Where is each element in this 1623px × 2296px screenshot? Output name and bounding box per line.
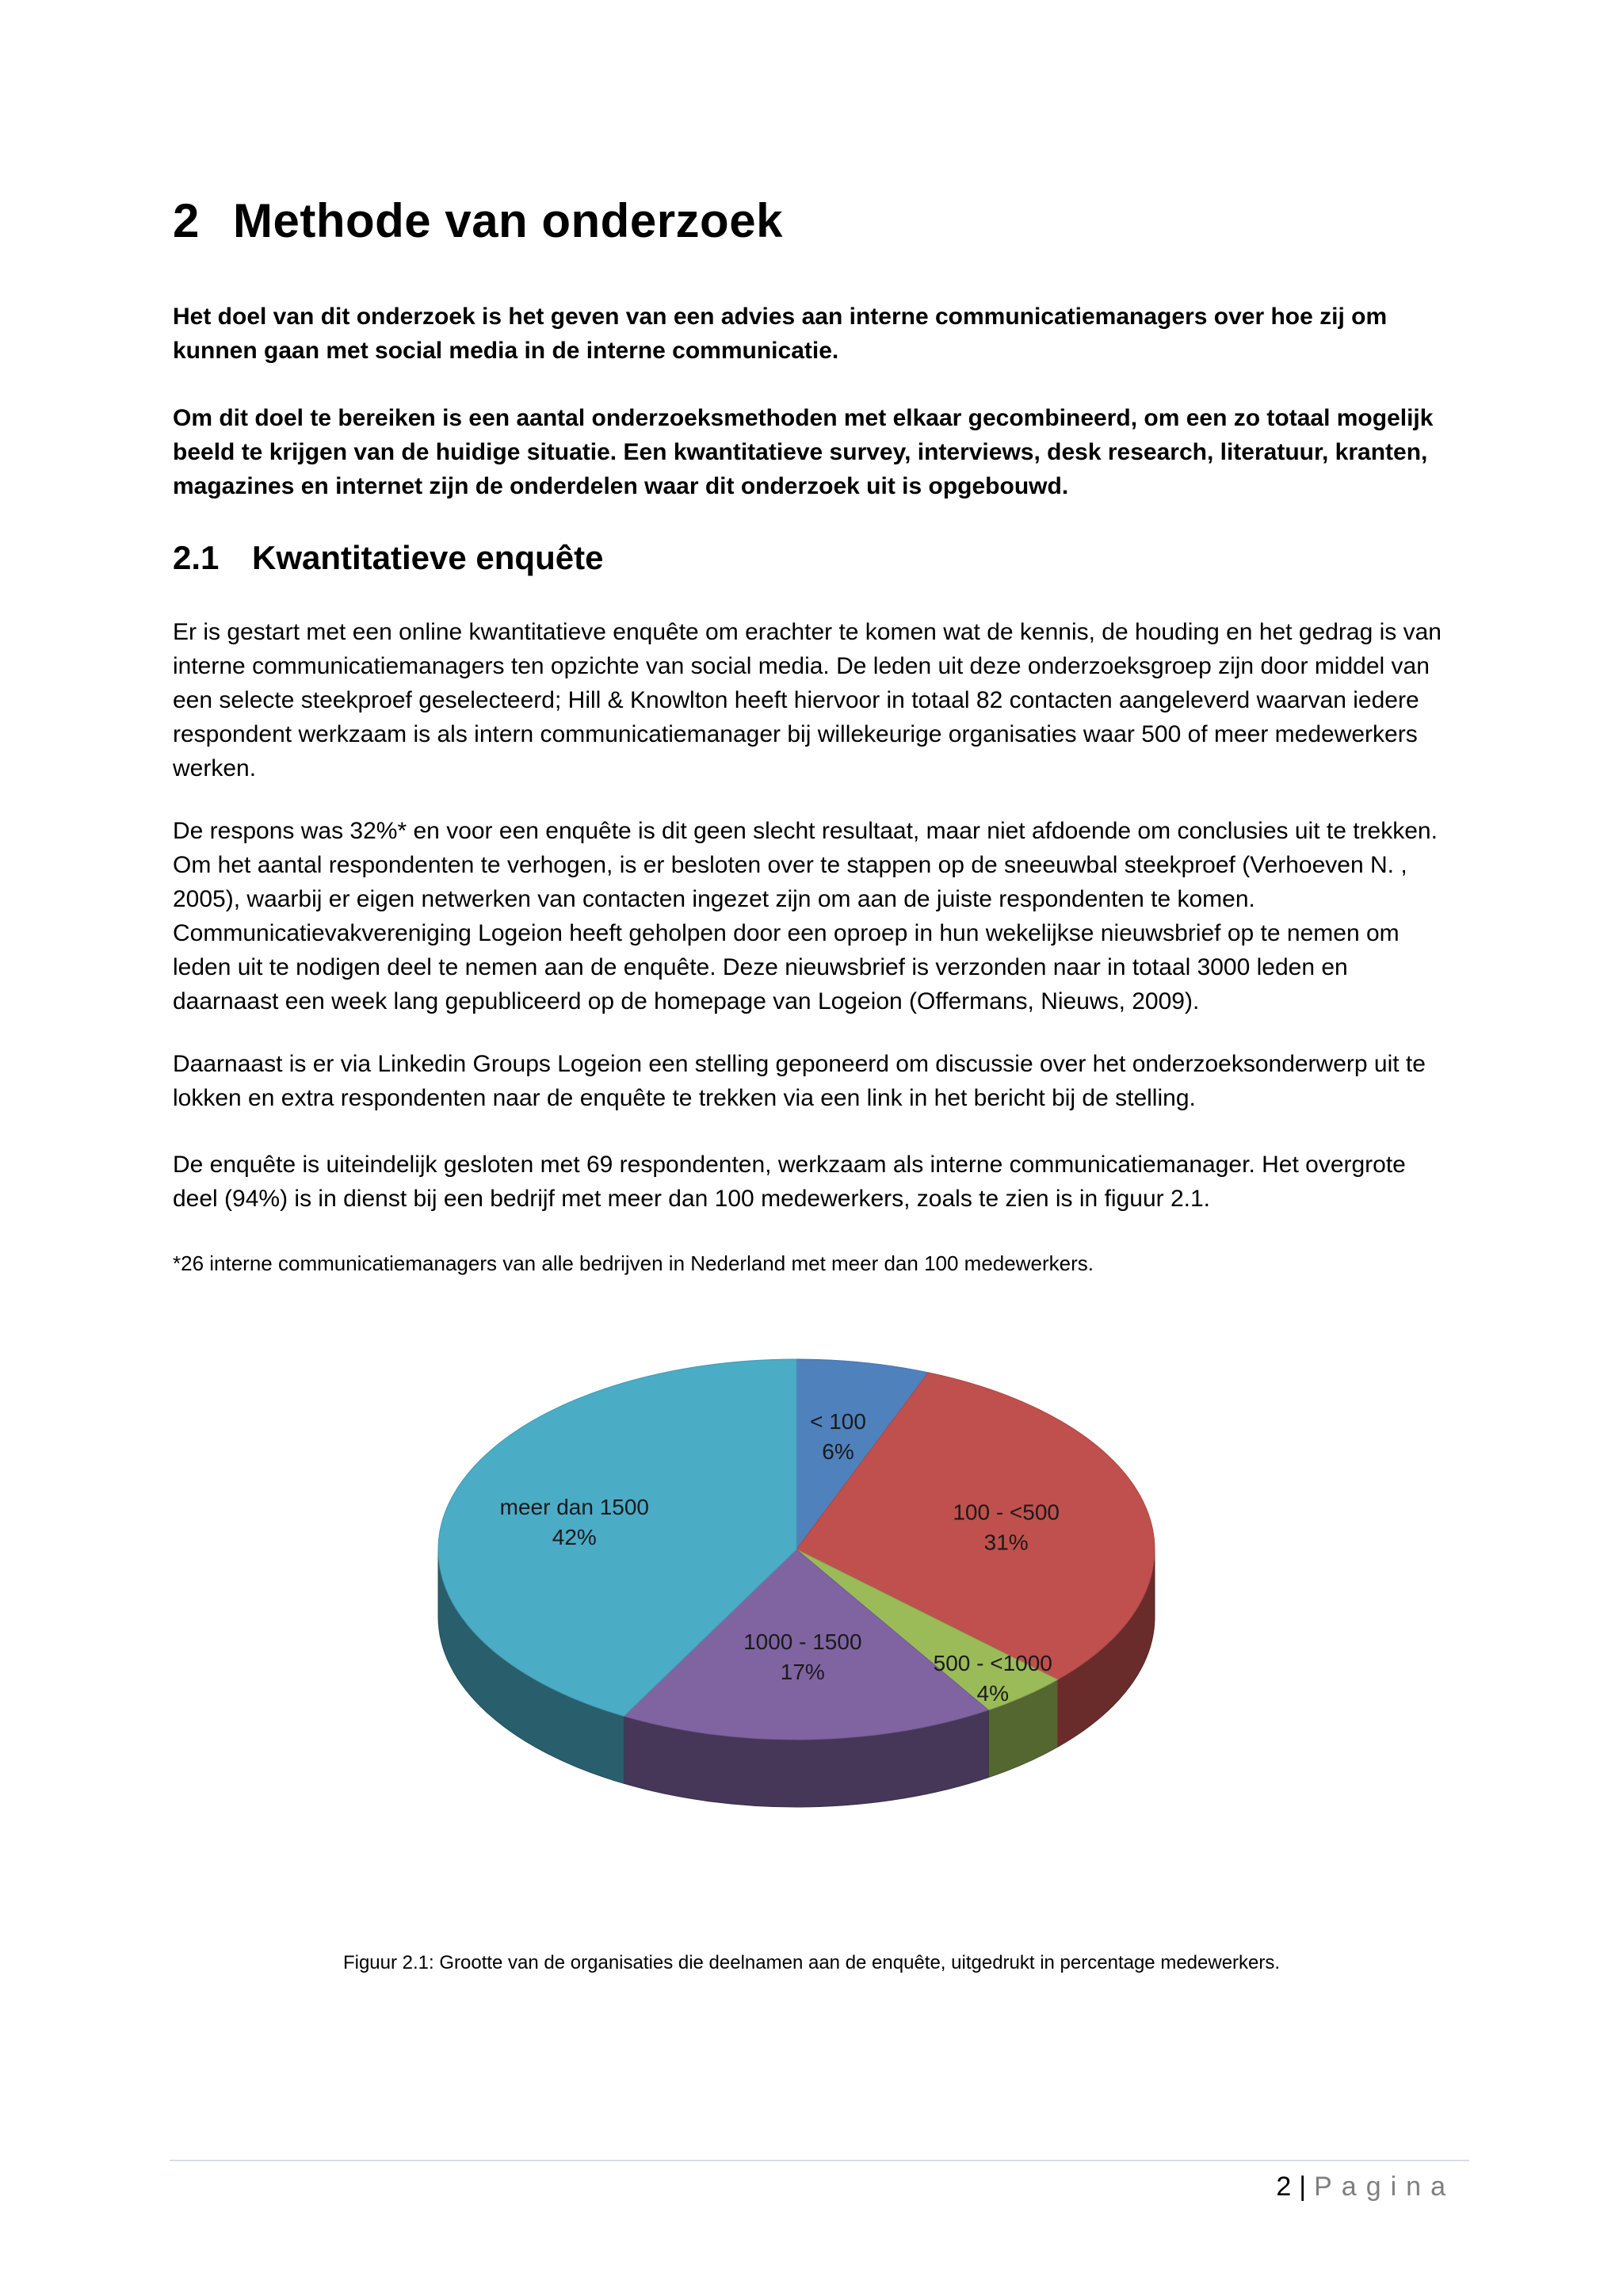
- section-title: Kwantitatieve enquête: [252, 539, 604, 576]
- chapter-number: 2: [173, 194, 200, 247]
- pie-label-percent-0: 6%: [822, 1438, 854, 1464]
- pie-label-category-1: 100 - <500: [953, 1499, 1060, 1525]
- pie-chart-svg: [412, 1339, 1173, 1894]
- pie-label-percent-1: 31%: [983, 1530, 1029, 1555]
- intro-paragraph-1: Het doel van dit onderzoek is het geven van een advies aan interne communicatiemanagers over hoe zij om kunnen gaan met social media in de interne communicatie.: [173, 304, 1388, 364]
- page-footer: [1276, 2172, 1455, 2202]
- chapter-heading: [173, 193, 783, 248]
- pie-label-category-4: meer dan 1500: [499, 1494, 649, 1519]
- intro-paragraph-2: Om dit doel te bereiken is een aantal onderzoeksmethoden met elkaar gecombineerd, om een zo totaal mogelijk beeld te krijgen van de huidige situatie. Een kwantitatieve survey, interviews, desk research, literatuur, kranten, magazines en internet zijn de onderdelen waar dit onderzoek uit is opgebouwd.: [173, 405, 1434, 499]
- pie-label-percent-3: 17%: [780, 1659, 825, 1684]
- pie-label-percent-2: 4%: [976, 1681, 1010, 1706]
- pie-chart: [412, 1339, 1173, 1894]
- page-word: Pagina: [1314, 2172, 1455, 2202]
- pie-label-category-2: 500 - <1000: [933, 1651, 1052, 1676]
- pie-label-percent-4: 42%: [552, 1524, 597, 1549]
- section-heading: [173, 539, 603, 577]
- page-number: 2: [1276, 2172, 1292, 2202]
- footnote: *26 interne communicatiemanagers van alle bedrijven in Nederland met meer dan 100 medewerkers.: [173, 1251, 1094, 1275]
- section-number: 2.1: [173, 539, 220, 576]
- footer-separator: |: [1299, 2172, 1307, 2202]
- figure-caption: Figuur 2.1: Grootte van de organisaties die deelnamen aan de enquête, uitgedrukt in percentage medewerkers.: [342, 1952, 1281, 1973]
- body-paragraph-1: Er is gestart met een online kwantitatieve enquête om erachter te komen wat de kennis, de houding en het gedrag is van interne communicatiemanagers ten opzichte van social media. De leden uit deze onderzoeksgroep zijn door middel van een selecte steekproef geselecteerd; Hill & Knowlton heeft hiervoor in totaal 82 contacten aangeleverd waarvan iedere respondent werkzaam is als intern communicatiemanager bij willekeurige organisaties waar 500 of meer medewerkers werken.: [173, 619, 1442, 781]
- body-paragraph-3: Daarnaast is er via Linkedin Groups Logeion een stelling geponeerd om discussie over het onderzoeksonderwerp uit te lokken en extra respondenten naar de enquête te trekken via een link in het bericht bij de stelling.: [173, 1051, 1426, 1111]
- pie-label-category-3: 1000 - 1500: [743, 1629, 862, 1654]
- chapter-title: Methode van onderzoek: [233, 194, 783, 247]
- body-paragraph-2: De respons was 32%* en voor een enquête is dit geen slecht resultaat, maar niet afdoende om conclusies uit te trekken. Om het aantal respondenten te verhogen, is er besloten over te stappen op de sneeuwbal steekproef (Verhoeven N. , 2005), waarbij er eigen netwerken van contacten ingezet zijn om aan de juiste respondenten te komen. Communicatievakvereniging Logeion heeft geholpen door een oproep in hun wekelijkse nieuwsbrief op te nemen om leden uit te nodigen deel te nemen aan de enquête. Deze nieuwsbrief is verzonden naar in totaal 3000 leden en daarnaast een week lang gepubliceerd op de homepage van Logeion (Offermans, Nieuws, 2009).: [173, 818, 1438, 1014]
- footer-divider: [170, 2160, 1469, 2161]
- pie-label-category-0: < 100: [810, 1408, 866, 1434]
- body-paragraph-4: De enquête is uiteindelijk gesloten met 69 respondenten, werkzaam als interne communicatiemanager. Het overgrote deel (94%) is in dienst bij een bedrijf met meer dan 100 medewerkers, zoals te zien is in figuur 2.1.: [173, 1152, 1406, 1212]
